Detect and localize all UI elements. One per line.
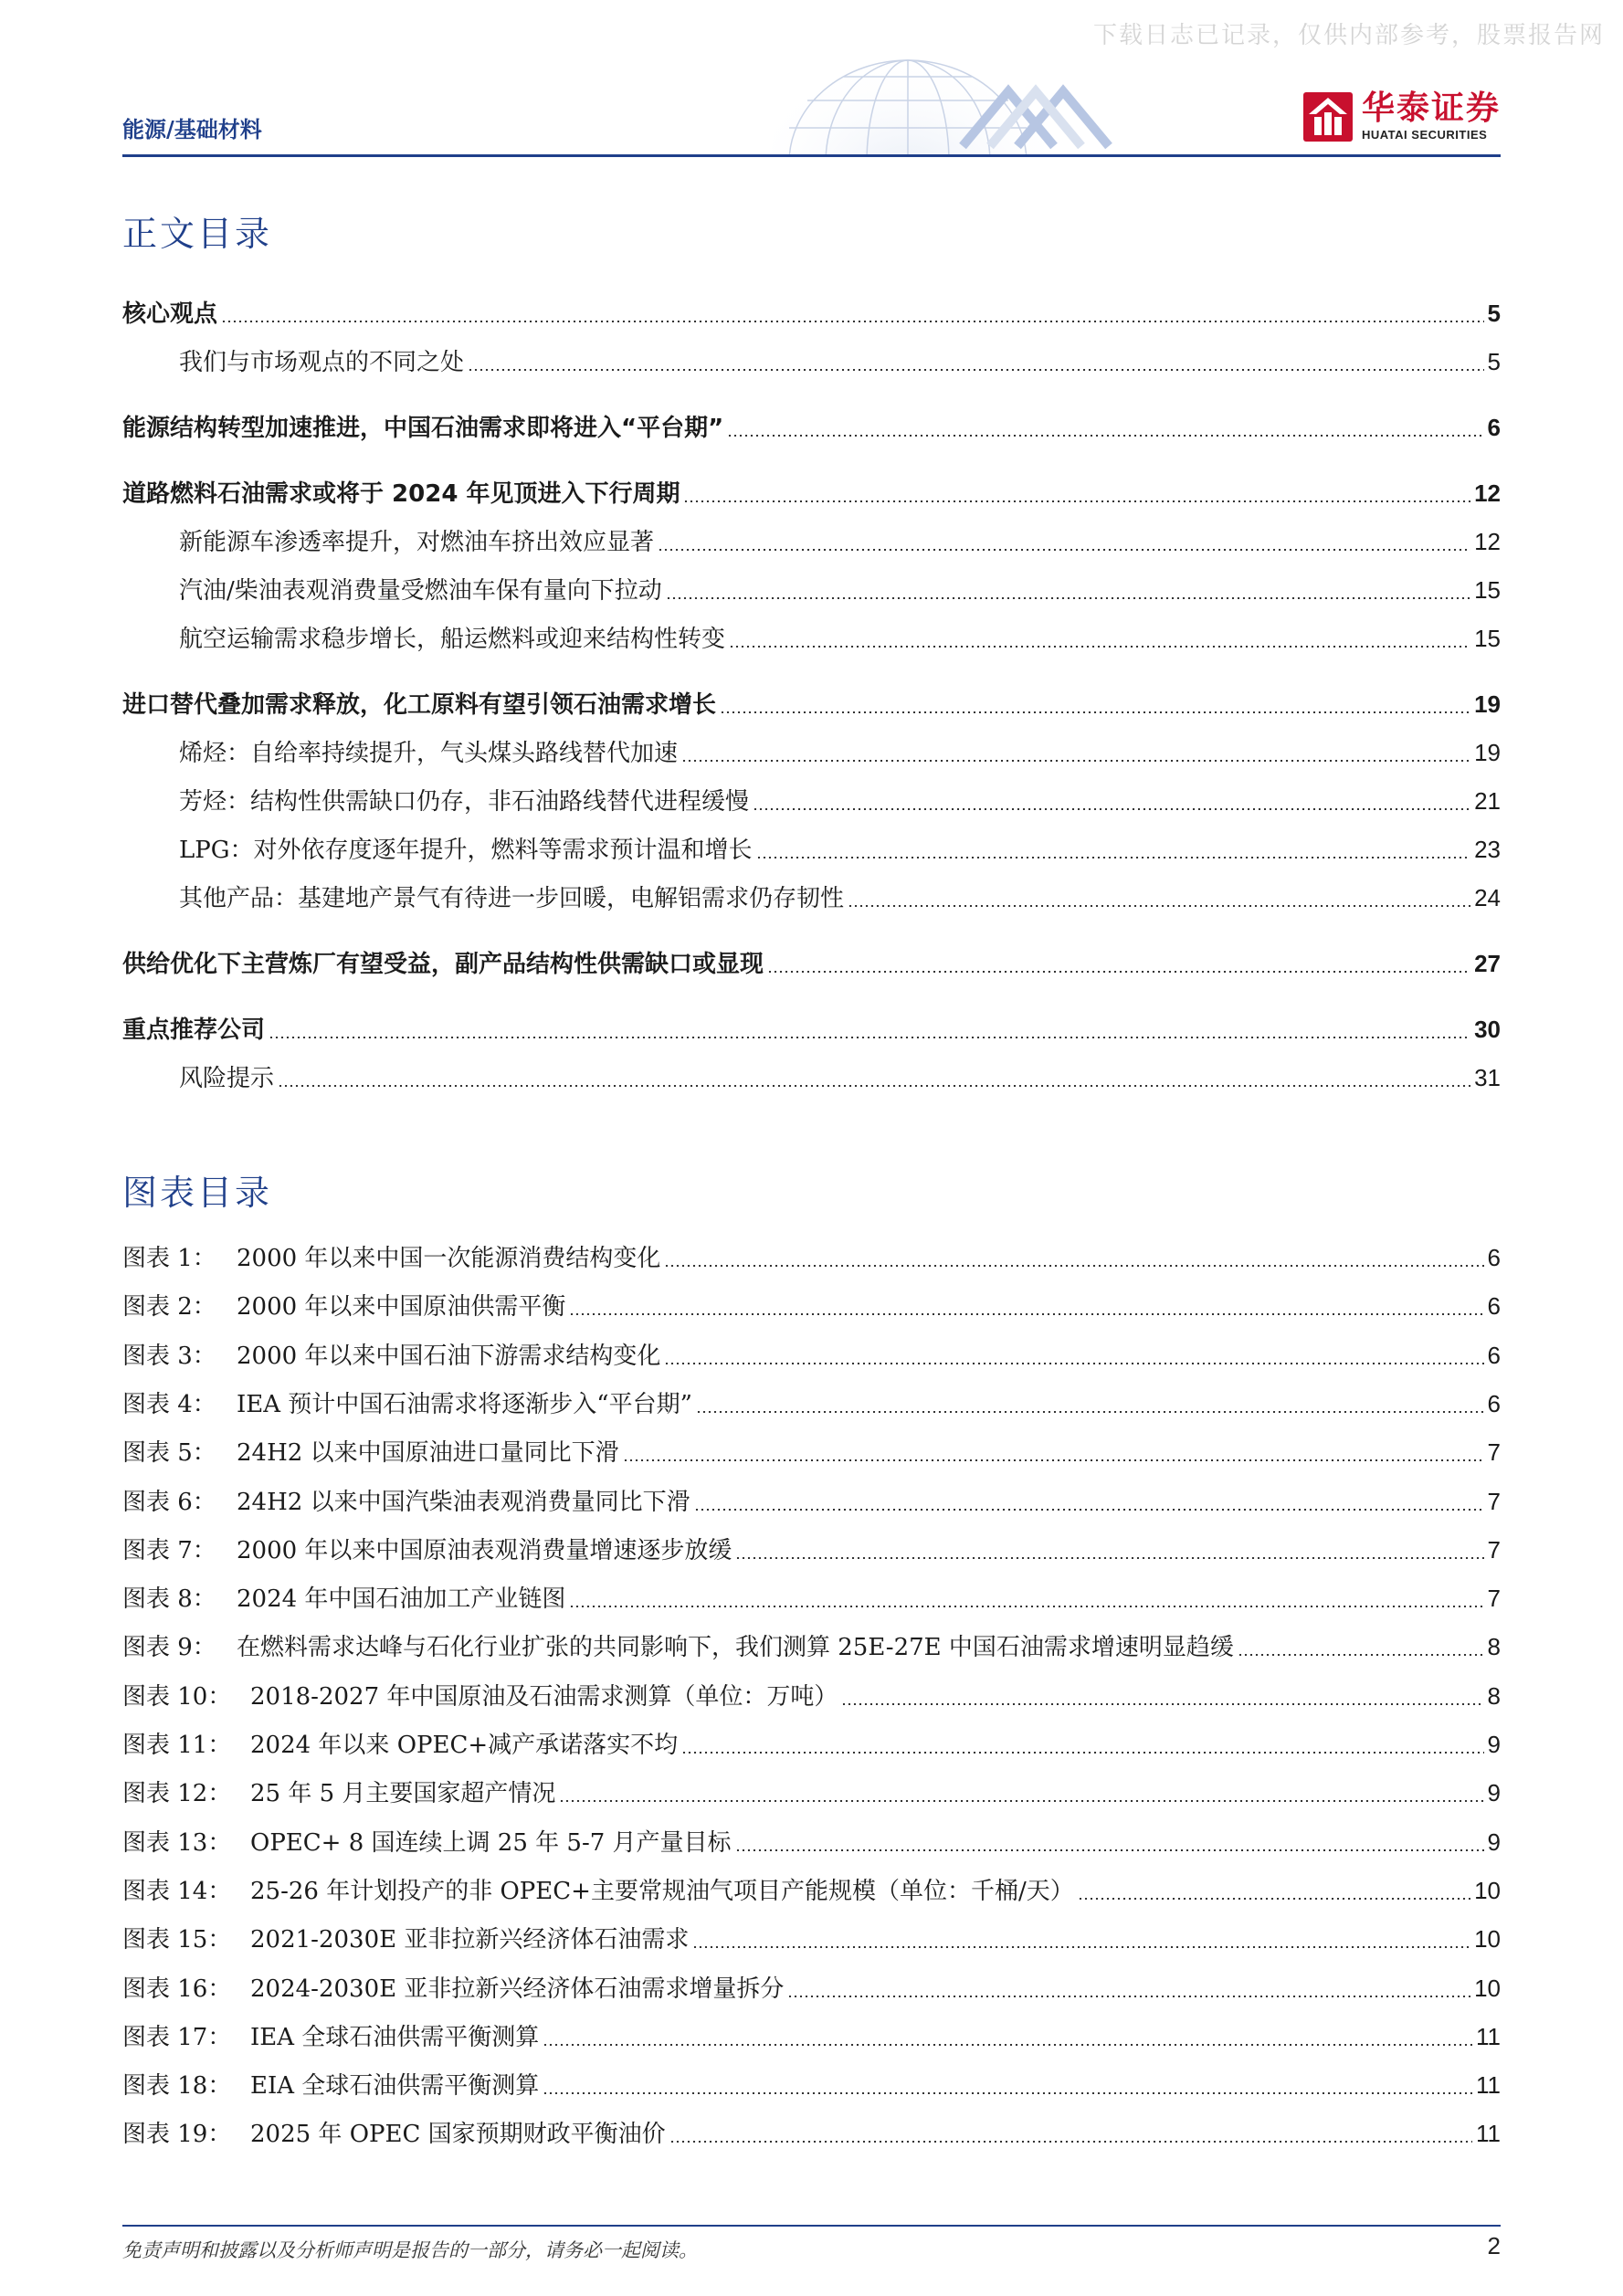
toc-entry-page: 5: [1487, 348, 1501, 375]
page-number: 2: [1487, 2232, 1501, 2259]
dot-leader: [269, 1037, 1470, 1038]
dot-leader: [569, 1606, 1483, 1607]
dot-leader: [753, 808, 1470, 810]
figure-label: 图表 7：: [122, 1537, 216, 1564]
figure-title: 2024 年以来 OPEC+减产承诺落实不均: [250, 1732, 679, 1759]
toc-entry-page: 31: [1474, 1064, 1501, 1091]
dot-leader: [735, 1849, 1484, 1851]
figure-entry-page: 6: [1487, 1244, 1501, 1271]
figure-label: 图表 12：: [122, 1780, 232, 1807]
dot-leader: [683, 500, 1470, 502]
figure-entry-page: 6: [1487, 1390, 1501, 1417]
dot-leader: [1078, 1898, 1470, 1900]
toc-subentry[interactable]: [122, 526, 1501, 558]
footer-divider: [122, 2225, 1501, 2227]
figure-entry-page: 6: [1487, 1292, 1501, 1320]
disclaimer-note: 免责声明和披露以及分析师声明是报告的一部分，请务必一起阅读。: [122, 2239, 698, 2261]
figure-entry-text: [122, 1974, 784, 2005]
figure-title: 2018-2027 年中国原油及石油需求测算（单位：万吨）: [250, 1683, 838, 1711]
figures-title: 图表目录: [122, 1173, 273, 1213]
figure-entry-text: [122, 1730, 678, 1761]
figure-entry-page: 8: [1487, 1633, 1501, 1660]
toc-entry-page: 12: [1474, 528, 1501, 555]
toc-entry-title: 新能源车渗透率提升，对燃油车挤出效应显著: [179, 529, 655, 556]
figure-label: 图表 3：: [122, 1343, 216, 1370]
figure-entry[interactable]: [122, 1777, 1501, 1809]
toc-entry-title: 烯烃：自给率持续提升，气头煤头路线替代加速: [179, 740, 679, 767]
dot-leader: [664, 1363, 1483, 1364]
toc-entry-page: 15: [1474, 576, 1501, 604]
figure-title: 25-26 年计划投产的非 OPEC+主要常规油气项目产能规模（单位：千桶/天）: [250, 1878, 1074, 1905]
dot-leader: [623, 1459, 1484, 1461]
figure-entry-text: [122, 1584, 565, 1615]
toc-entry-page: 19: [1474, 739, 1501, 766]
toc-entry-title: 我们与市场观点的不同之处: [179, 349, 465, 376]
figure-title: 2025 年 OPEC 国家预期财政平衡油价: [250, 2121, 666, 2148]
logo-chinese-name: 华泰证券: [1361, 90, 1501, 127]
huatai-logo-icon: [1303, 92, 1353, 142]
figure-entry-page: 11: [1476, 2071, 1501, 2099]
toc-entry-title: 风险提示: [179, 1065, 275, 1092]
figure-entry-page: 10: [1474, 1925, 1501, 1953]
figure-entry[interactable]: [122, 1729, 1501, 1761]
figure-entry-page: 8: [1487, 1682, 1501, 1710]
figure-entry-page: 9: [1487, 1731, 1501, 1758]
figure-title: 2000 年以来中国原油表观消费量增速逐步放缓: [237, 1537, 732, 1564]
page-footer: [122, 2225, 1501, 2261]
toc-entry-title: 能源结构转型加速推进，中国石油需求即将进入“平台期”: [122, 415, 724, 442]
figure-entry[interactable]: [122, 2021, 1501, 2053]
section-label: 能源/基础材料: [122, 116, 262, 142]
figure-entry-text: [122, 1487, 690, 1518]
figure-entry[interactable]: [122, 1973, 1501, 2005]
figure-title: 2021-2030E 亚非拉新兴经济体石油需求: [250, 1926, 690, 1954]
dot-leader: [468, 369, 1484, 371]
toc-entry[interactable]: [122, 478, 1501, 510]
figure-entry[interactable]: [122, 1290, 1501, 1322]
figure-label: 图表 11：: [122, 1732, 232, 1759]
dot-leader: [841, 1703, 1483, 1705]
dot-leader: [664, 1265, 1483, 1267]
figure-entry-text: [122, 1876, 1074, 1907]
figure-label: 图表 15：: [122, 1926, 232, 1954]
dot-leader: [848, 905, 1470, 907]
figure-entry-page: 10: [1474, 1877, 1501, 1904]
watermark-text: 下载日志已记录，仅供内部参考，股票报告网: [1092, 22, 1605, 49]
toc-entry-title: 航空运输需求稳步增长，船运燃料或迎来结构性转变: [179, 626, 726, 653]
dot-leader: [727, 435, 1483, 437]
toc-entry-page: 24: [1474, 884, 1501, 911]
dot-leader: [221, 321, 1484, 322]
toc-subentry[interactable]: [122, 623, 1501, 655]
figure-entry-page: 11: [1476, 2120, 1501, 2147]
dot-leader: [543, 2092, 1472, 2094]
figure-entry-text: [122, 1535, 732, 1566]
dot-leader: [787, 1996, 1470, 1997]
dot-leader: [729, 646, 1470, 648]
toc-subentry[interactable]: [122, 1062, 1501, 1094]
toc-entry-title: 汽油/柴油表观消费量受燃油车保有量向下拉动: [179, 577, 662, 605]
figure-entry[interactable]: [122, 1242, 1501, 1274]
toc-subentry[interactable]: [122, 737, 1501, 769]
figure-entry-text: [122, 1681, 838, 1712]
toc-entry-title: 道路燃料石油需求或将于 2024 年见顶进入下行周期: [122, 480, 680, 508]
figure-entry-text: [122, 1778, 555, 1809]
figure-label: 图表 6：: [122, 1489, 216, 1516]
figure-label: 图表 19：: [122, 2121, 232, 2148]
dot-leader: [694, 1509, 1484, 1511]
figure-entry-page: 6: [1487, 1342, 1501, 1369]
dot-leader: [666, 597, 1470, 599]
figure-entry[interactable]: [122, 1583, 1501, 1615]
figure-entry[interactable]: [122, 1827, 1501, 1859]
dot-leader: [1238, 1654, 1484, 1656]
figure-title: IEA 全球石油供需平衡测算: [250, 2024, 540, 2051]
figure-entry-text: [122, 1438, 619, 1469]
toc-entry-title: 供给优化下主营炼厂有望受益，副产品结构性供需缺口或显现: [122, 951, 764, 978]
toc-entry-page: 12: [1474, 479, 1501, 507]
toc-entry[interactable]: [122, 948, 1501, 980]
toc-entry-page: 6: [1487, 414, 1501, 441]
logo-english-name: HUATAI SECURITIES: [1361, 128, 1488, 142]
figure-label: 图表 13：: [122, 1829, 232, 1857]
figure-label: 图表 4：: [122, 1391, 216, 1418]
toc-entry-page: 15: [1474, 625, 1501, 652]
figure-title: 在燃料需求达峰与石化行业扩张的共同影响下，我们测算 25E-27E 中国石油需求增速明显趋缓: [237, 1634, 1234, 1661]
figure-title: 2024-2030E 亚非拉新兴经济体石油需求增量拆分: [250, 1975, 785, 2003]
toc-entry-title: LPG：对外依存度逐年提升，燃料等需求预计温和增长: [179, 837, 753, 864]
figure-label: 图表 18：: [122, 2072, 232, 2100]
figure-title: OPEC+ 8 国连续上调 25 年 5-7 月产量目标: [250, 1829, 732, 1857]
toc-entry-page: 27: [1474, 950, 1501, 977]
brand-logo: [1303, 91, 1501, 142]
toc-entry-title: 芳烃：结构性供需缺口仍存，非石油路线替代进程缓慢: [179, 788, 750, 816]
figure-title: EIA 全球石油供需平衡测算: [250, 2072, 540, 2100]
figure-entry[interactable]: [122, 1388, 1501, 1420]
toc-subentry[interactable]: [122, 346, 1501, 378]
figure-entry-page: 11: [1476, 2023, 1501, 2050]
dot-leader: [681, 760, 1470, 762]
toc-entry[interactable]: [122, 689, 1501, 721]
dot-leader: [720, 711, 1470, 713]
figure-entry-page: 9: [1487, 1779, 1501, 1806]
figure-title: 2000 年以来中国原油供需平衡: [237, 1293, 566, 1321]
figure-entry-page: 7: [1487, 1488, 1501, 1515]
figure-label: 图表 5：: [122, 1439, 216, 1467]
figure-entry-text: [122, 2070, 539, 2101]
toc-entry-page: 30: [1474, 1016, 1501, 1043]
dot-leader: [696, 1411, 1484, 1413]
globe-decoration-icon: [689, 55, 1164, 154]
toc-subentry[interactable]: [122, 574, 1501, 606]
figure-entry[interactable]: [122, 1631, 1501, 1663]
toc-entry[interactable]: [122, 298, 1501, 330]
figure-title: IEA 预计中国石油需求将逐渐步入“平台期”: [237, 1391, 692, 1418]
figure-label: 图表 10：: [122, 1683, 232, 1711]
dot-leader: [278, 1085, 1470, 1087]
toc-entry-title: 重点推荐公司: [122, 1016, 266, 1044]
figure-entry-text: [122, 1291, 565, 1322]
figure-entry-text: [122, 1827, 732, 1859]
figure-entry-text: [122, 1243, 660, 1274]
figure-entry-text: [122, 1341, 660, 1372]
toc-entry[interactable]: [122, 412, 1501, 444]
toc-entry-page: 21: [1474, 787, 1501, 815]
figure-entry[interactable]: [122, 1534, 1501, 1566]
figure-label: 图表 14：: [122, 1878, 232, 1905]
page-header: [122, 55, 1501, 157]
figure-entry[interactable]: [122, 1875, 1501, 1907]
figure-label: 图表 1：: [122, 1245, 216, 1272]
figure-entry[interactable]: [122, 1680, 1501, 1712]
figure-entry[interactable]: [122, 1340, 1501, 1372]
toc-entry-title: 其他产品：基建地产景气有待进一步回暖，电解铝需求仍存韧性: [179, 885, 845, 912]
toc-entry[interactable]: [122, 1014, 1501, 1046]
figure-entry-page: 9: [1487, 1828, 1501, 1856]
figure-entry[interactable]: [122, 1923, 1501, 1955]
figure-entry-text: [122, 2022, 539, 2053]
figure-title: 24H2 以来中国汽柴油表观消费量同比下滑: [237, 1489, 690, 1516]
figure-label: 图表 17：: [122, 2024, 232, 2051]
toc-entry-page: 19: [1474, 690, 1501, 718]
toc-subentry[interactable]: [122, 834, 1501, 866]
figure-entry[interactable]: [122, 2118, 1501, 2150]
dot-leader: [658, 549, 1470, 551]
toc-entry-title: 进口替代叠加需求释放，化工原料有望引领石油需求增长: [122, 691, 717, 719]
figure-title: 24H2 以来中国原油进口量同比下滑: [237, 1439, 619, 1467]
dot-leader: [767, 971, 1470, 973]
figure-title: 25 年 5 月主要国家超产情况: [250, 1780, 556, 1807]
figure-label: 图表 8：: [122, 1585, 216, 1613]
figure-entry-text: [122, 2119, 666, 2150]
toc-title: 正文目录: [122, 214, 273, 254]
dot-leader: [756, 857, 1471, 858]
figure-entry[interactable]: [122, 1437, 1501, 1469]
dot-leader: [559, 1800, 1483, 1802]
figure-entry-page: 10: [1474, 1975, 1501, 2002]
figure-label: 图表 2：: [122, 1293, 216, 1321]
toc-entry-title: 核心观点: [122, 300, 218, 328]
dot-leader: [735, 1557, 1483, 1559]
toc-entry-page: 23: [1474, 836, 1501, 863]
toc-entry-page: 5: [1487, 300, 1501, 327]
figure-entry[interactable]: [122, 1486, 1501, 1518]
figure-entry-text: [122, 1924, 689, 1955]
toc-subentry[interactable]: [122, 882, 1501, 914]
dot-leader: [669, 2141, 1472, 2143]
figure-entry-page: 7: [1487, 1536, 1501, 1564]
figure-entry[interactable]: [122, 2070, 1501, 2101]
header-divider: [122, 154, 1501, 157]
figure-title: 2000 年以来中国一次能源消费结构变化: [237, 1245, 661, 1272]
figure-entry-page: 7: [1487, 1438, 1501, 1466]
toc-subentry[interactable]: [122, 785, 1501, 817]
figure-label: 图表 9：: [122, 1634, 216, 1661]
dot-leader: [692, 1946, 1470, 1948]
figure-entry-text: [122, 1632, 1234, 1663]
figure-title: 2000 年以来中国石油下游需求结构变化: [237, 1343, 661, 1370]
figure-label: 图表 16：: [122, 1975, 232, 2003]
figure-entry-text: [122, 1389, 692, 1420]
figure-entry-page: 7: [1487, 1585, 1501, 1612]
dot-leader: [681, 1752, 1483, 1754]
dot-leader: [569, 1313, 1483, 1315]
dot-leader: [543, 2044, 1472, 2046]
figure-title: 2024 年中国石油加工产业链图: [237, 1585, 566, 1613]
